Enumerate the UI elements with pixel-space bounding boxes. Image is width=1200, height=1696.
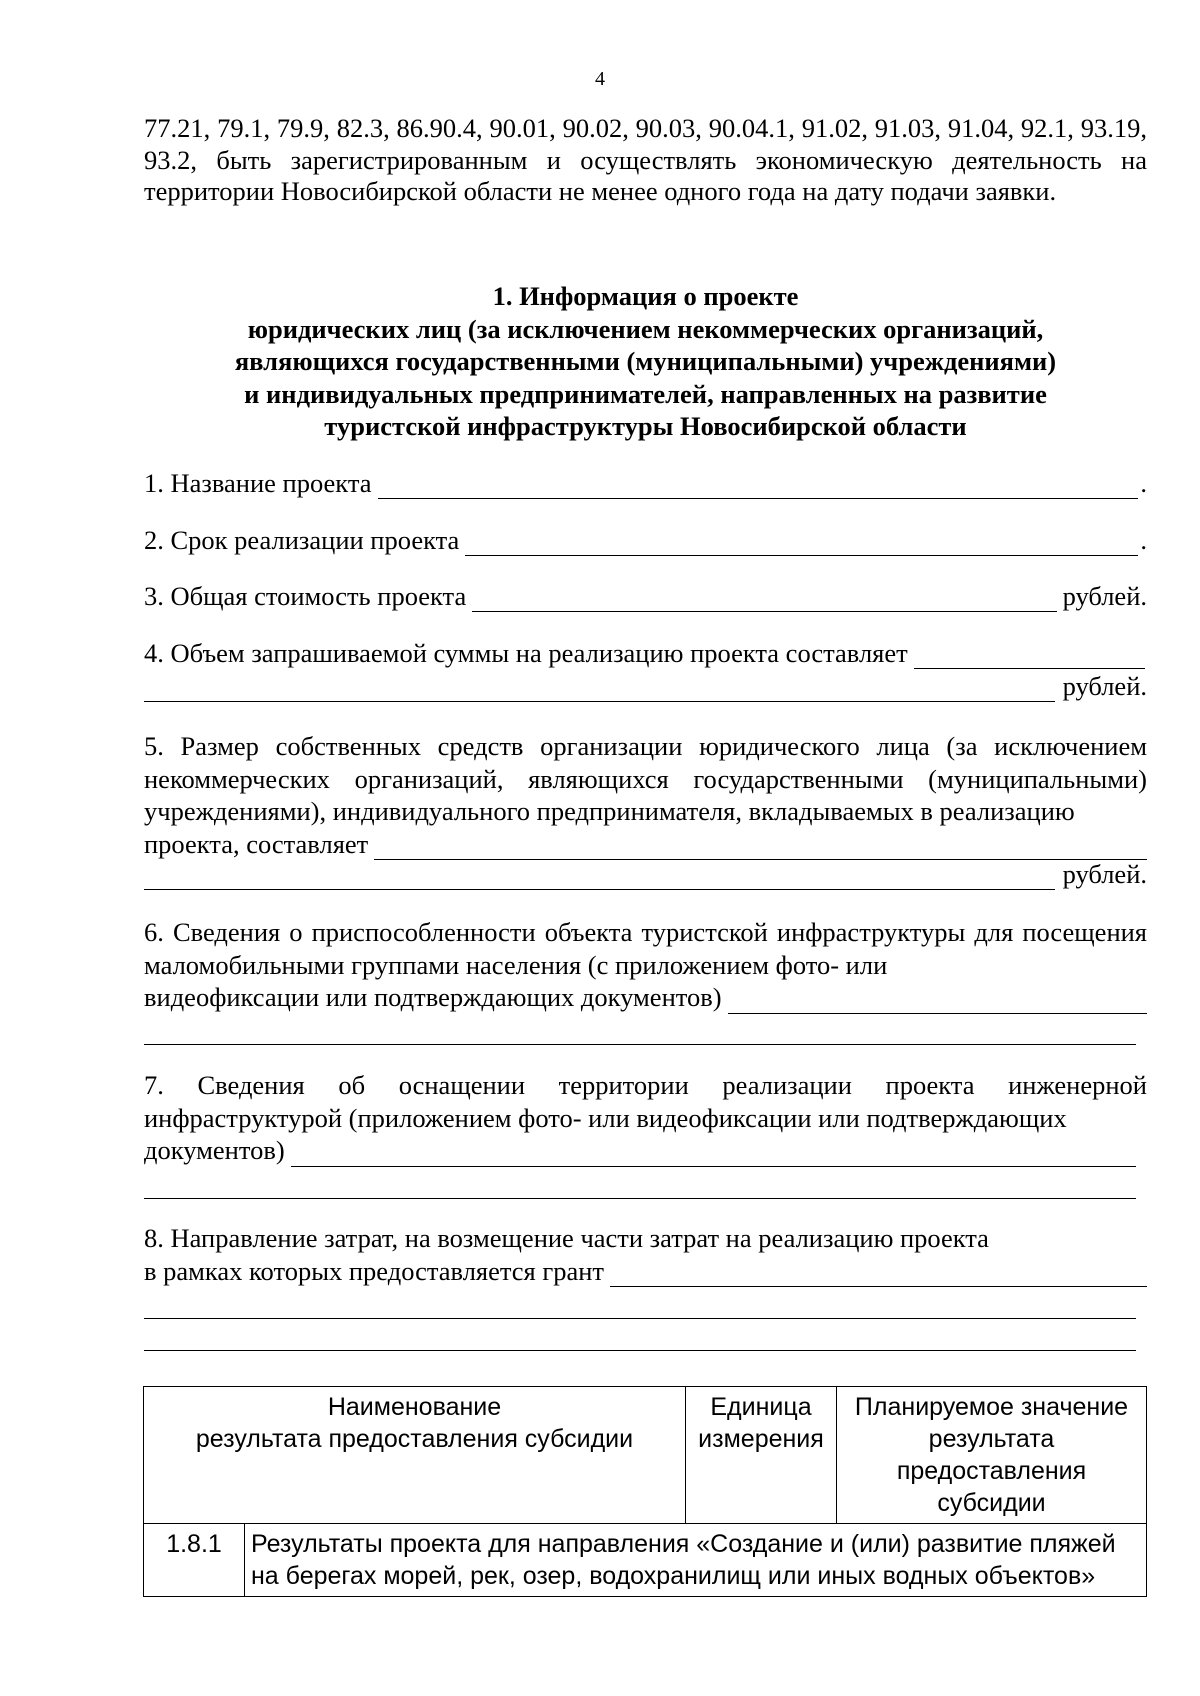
field-label: 1. Название проекта <box>144 468 372 498</box>
field-text: 6. Сведения о приспособленности объекта туристской инфраструктуры для посещения маломобильными группами населения (с приложением фото- или <box>144 917 1147 980</box>
field-accessibility <box>144 916 1147 1014</box>
header-text: Планируемое значение <box>854 1393 1129 1421</box>
field-label: проекта, составляет <box>144 828 369 859</box>
currency-suffix: рублей. <box>1062 671 1147 701</box>
row-description: Результаты проекта для направления «Создание и (или) развитие пляжей на берегах морей, рек, озер, водохранилищ или иных водных объектов» <box>245 1524 1147 1597</box>
header-text: измерения <box>698 1425 824 1453</box>
total-cost-blank[interactable] <box>472 587 1056 612</box>
currency-suffix: рублей. <box>1062 859 1147 889</box>
intro-paragraph: 77.21, 79.1, 79.9, 82.3, 86.90.4, 90.01, 90.02, 90.03, 90.04.1, 91.02, 91.03, 91.04, 92.1, 93.19, 93.2, быть зарегистрированным и осуществлять экономическую деятельность на территории Новосибирской области не менее одного года на дату подачи заявки. <box>144 113 1147 206</box>
table-row <box>144 1524 1147 1597</box>
heading-line: являющихся государственными (муниципальными) учреждениями) <box>234 346 1057 376</box>
field-label: 4. Объем запрашиваемой суммы на реализацию проекта составляет <box>144 638 908 668</box>
field-tail <box>144 1255 1147 1288</box>
heading-line: 1. Информация о проекте <box>492 281 799 311</box>
heading-line: юридических лиц (за исключением некоммерческих организаций, <box>247 313 1044 344</box>
field-text: 7. Сведения об оснащении территории реализации проекта инженерной инфраструктурой (приложением фото- или видеофиксации или подтверждающих <box>144 1070 1147 1133</box>
field-text: 5. Размер собственных средств организации юридического лица (за исключением некоммерческих организаций, являющихся государственными (муниципальными) учреждениями), индивидуального предпринимателя, вкладываемых в реализацию <box>144 731 1147 826</box>
own-funds-blank-line2[interactable] <box>144 865 1055 890</box>
results-table <box>143 1386 1147 1597</box>
header-text: Наименование <box>327 1393 502 1421</box>
field-text: 8. Направление затрат, на возмещение части затрат на реализацию проекта <box>144 1223 989 1253</box>
accessibility-blank-line2[interactable] <box>144 1044 1136 1045</box>
field-label: документов) <box>144 1135 285 1165</box>
field-tail <box>144 1134 1136 1167</box>
accessibility-blank[interactable] <box>728 989 1147 1014</box>
header-text: результата предоставления субсидии <box>195 1425 634 1453</box>
field-total-cost <box>144 580 1147 612</box>
field-own-funds <box>144 730 1147 860</box>
field-engineering-infrastructure <box>144 1069 1147 1167</box>
cost-direction-blank-line3[interactable] <box>144 1350 1136 1351</box>
header-text: результата <box>928 1425 1055 1453</box>
heading-line: туристской инфраструктуры Новосибирской области <box>324 411 967 441</box>
section-heading <box>144 280 1147 443</box>
field-tail <box>144 828 1147 861</box>
cost-direction-blank[interactable] <box>610 1262 1147 1287</box>
own-funds-blank[interactable] <box>374 835 1147 860</box>
field-label: в рамках которых предоставляется грант <box>144 1255 604 1286</box>
field-end: . <box>1140 525 1147 555</box>
cost-direction-blank-line2[interactable] <box>144 1318 1136 1319</box>
field-own-funds-line2 <box>144 858 1147 890</box>
header-planned-value <box>837 1387 1147 1524</box>
field-label: 2. Срок реализации проекта <box>144 525 460 555</box>
project-term-blank[interactable] <box>465 531 1138 556</box>
field-project-name <box>144 467 1147 499</box>
engineering-blank[interactable] <box>291 1142 1136 1167</box>
field-label: видеофиксации или подтверждающих документов) <box>144 982 722 1012</box>
requested-amount-blank-line2[interactable] <box>144 677 1055 702</box>
field-requested-amount <box>144 637 1147 669</box>
field-end: . <box>1140 468 1147 498</box>
row-number: 1.8.1 <box>144 1524 245 1597</box>
page-number: 4 <box>595 68 605 90</box>
table-header-row <box>144 1387 1147 1524</box>
heading-line: и индивидуальных предпринимателей, направленных на развитие <box>244 378 1047 409</box>
field-cost-direction <box>144 1222 1147 1287</box>
field-label: 3. Общая стоимость проекта <box>144 581 467 611</box>
field-tail <box>144 981 1147 1014</box>
field-project-term <box>144 524 1147 556</box>
project-name-blank[interactable] <box>378 474 1139 499</box>
header-text: Единица <box>710 1393 812 1421</box>
engineering-blank-line2[interactable] <box>144 1198 1136 1199</box>
header-text: предоставления субсидии <box>896 1457 1087 1517</box>
header-unit <box>686 1387 837 1524</box>
currency-suffix: рублей. <box>1062 581 1147 611</box>
header-result-name <box>144 1387 686 1524</box>
requested-amount-blank[interactable] <box>914 644 1145 669</box>
field-requested-amount-line2 <box>144 670 1147 702</box>
